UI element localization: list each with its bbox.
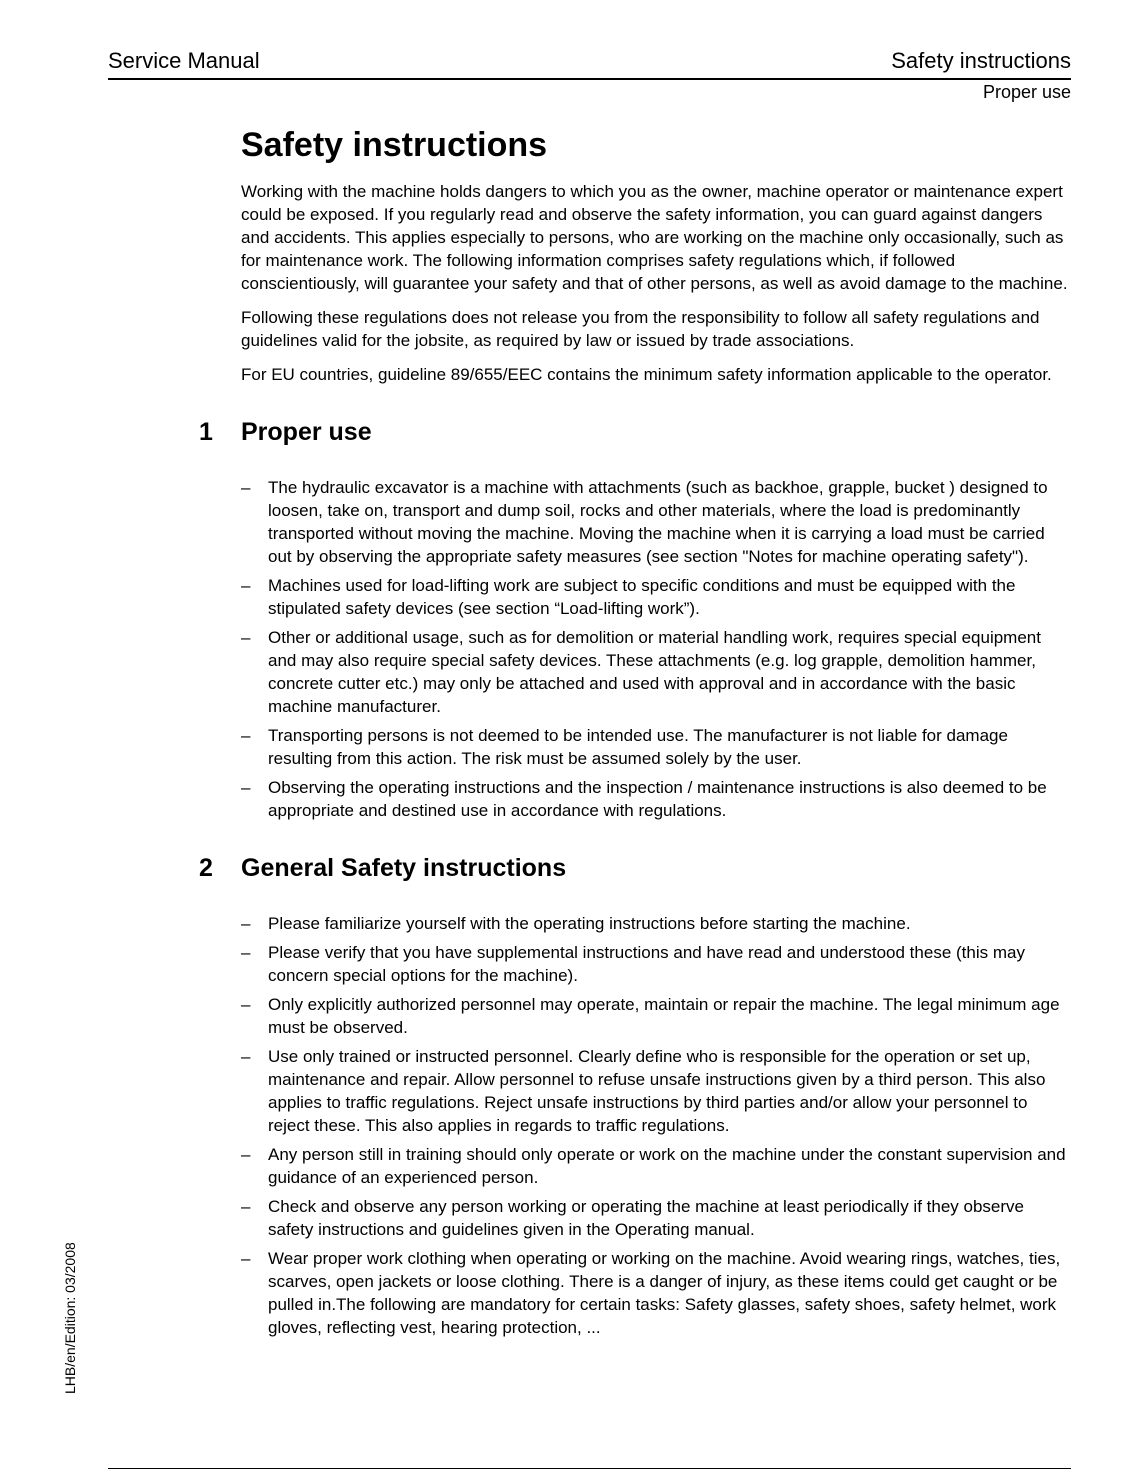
list-item-text: Use only trained or instructed personnel. Clearly define who is responsible for the operation or set up, maintenance and repair. Allow personnel to refuse unsafe instructions given by a third person. This also applies to traffic regulations. Reject unsafe instructions by third parties and/or allow your personnel to reject these. This also applies in regards to traffic regulations. [268,1047,1046,1135]
list-item [241,993,1071,1039]
dash-marker: – [241,1047,251,1066]
list-item [241,776,1071,822]
list-item [241,912,1071,935]
list-item [241,941,1071,987]
section-title: General Safety instructions [241,854,567,882]
list-item [241,724,1071,770]
section-proper-use [199,416,1071,822]
list-item [241,1143,1071,1189]
list-item-text: Please familiarize yourself with the operating instructions before starting the machine. [268,914,911,933]
list-item [241,574,1071,620]
chapter-title: Safety instructions [891,48,1071,73]
list-item [241,626,1071,718]
section-title: Proper use [241,418,372,446]
page-header [108,46,1071,80]
edition-note: LHB/en/Edition: 03/2008 [62,1242,78,1394]
list-item-text: Please verify that you have supplemental instructions and have read and understood these (this may concern special options for the machine). [268,943,1025,985]
list-item [241,1045,1071,1137]
footer-divider [108,1468,1071,1469]
dash-marker: – [241,576,251,595]
section-number: 1 [199,418,213,446]
dash-marker: – [241,726,251,745]
dash-marker: – [241,1145,251,1164]
bullet-list [241,912,1071,1339]
section-general-safety [199,852,1071,1339]
list-item-text: Check and observe any person working or operating the machine at least periodically if they observe safety instructions and guidelines given in the Operating manual. [268,1197,1024,1239]
dash-marker: – [241,943,251,962]
list-item-text: Wear proper work clothing when operating or working on the machine. Avoid wearing rings, watches, ties, scarves, open jackets or loose clothing. There is a danger of injury, as these items could get caught or be pulled in.The following are mandatory for certain tasks: Safety glasses, safety shoes, safety helmet, work gloves, reflecting vest, hearing protection, ... [268,1249,1061,1337]
dash-marker: – [241,628,251,647]
list-item-text: The hydraulic excavator is a machine with attachments (such as backhoe, grapple, bucket ) designed to loosen, take on, transport and dump soil, rocks and other materials, where the load is predominantly transported without moving the machine. Moving the machine when it is carrying a load must be carried out by observing the appropriate safety measures (see section "Notes for machine operating safety"). [268,478,1048,566]
list-item-text: Machines used for load-lifting work are subject to specific conditions and must be equipped with the stipulated safety devices (see section “Load-lifting work”). [268,576,1016,618]
intro-paragraph: Following these regulations does not release you from the responsibility to follow all safety regulations and guidelines valid for the jobsite, as required by law or issued by trade associations. [241,308,1040,350]
list-item-text: Observing the operating instructions and the inspection / maintenance instructions is also deemed to be appropriate and destined use in accordance with regulations. [268,778,1047,820]
section-number: 2 [199,854,213,882]
list-item-text: Other or additional usage, such as for demolition or material handling work, requires special equipment and may also require special safety devices. These attachments (e.g. log grapple, demolition hammer, concrete cutter etc.) may only be attached and used with approval and in accordance with the basic machine manufacturer. [268,628,1041,716]
page-title: Safety instructions [241,126,548,164]
list-item-text: Any person still in training should only operate or work on the machine under the constant supervision and guidance of an experienced person. [268,1145,1066,1187]
section-subtitle: Proper use [982,82,1071,102]
intro-paragraph: For EU countries, guideline 89/655/EEC contains the minimum safety information applicable to the operator. [241,365,1052,384]
list-item [241,1247,1071,1339]
dash-marker: – [241,1249,251,1268]
dash-marker: – [241,1197,251,1216]
list-item [241,1195,1071,1241]
dash-marker: – [241,778,251,797]
dash-marker: – [241,914,251,933]
intro-paragraph: Working with the machine holds dangers to which you as the owner, machine operator or maintenance expert could be exposed. If you regularly read and observe the safety information, you can guard against dangers and accidents. This applies especially to persons, who are working on the machine only occasionally, such as for maintenance work. The following information comprises safety regulations which, if followed conscientiously, will guarantee your safety and that of other persons, as well as avoid damage to the machine. [241,182,1068,293]
manual-title: Service Manual [108,48,260,73]
list-item-text: Only explicitly authorized personnel may operate, maintain or repair the machine. The legal minimum age must be observed. [268,995,1060,1037]
bullet-list [241,476,1071,822]
main-content [199,124,1071,1345]
dash-marker: – [241,478,251,497]
list-item [241,476,1071,568]
dash-marker: – [241,995,251,1014]
list-item-text: Transporting persons is not deemed to be intended use. The manufacturer is not liable for damage resulting from this action. The risk must be assumed solely by the user. [268,726,1008,768]
